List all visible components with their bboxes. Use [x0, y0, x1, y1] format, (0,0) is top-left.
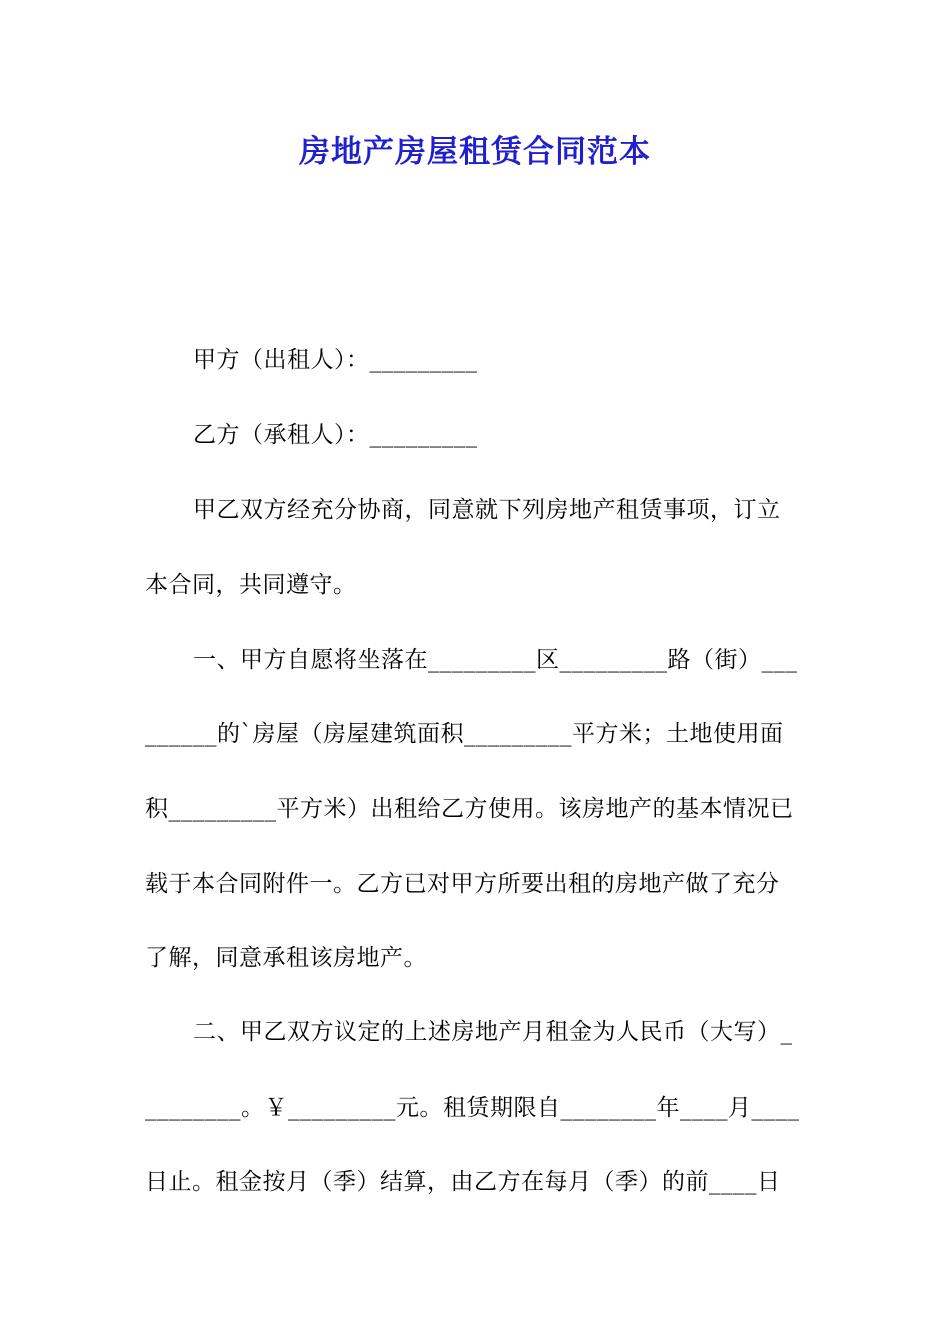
clause-1-line-2: ______的`房屋（房屋建筑面积_________平方米；土地使用面: [145, 721, 784, 747]
clause-1-line-5: 了解，同意承租该房地产。: [145, 945, 427, 971]
clause-1-line-3: 积_________平方米）出租给乙方使用。该房地产的基本情况已: [145, 796, 794, 822]
clause-2-line-2: ________。￥_________元。租赁期限自________年____月____: [145, 1095, 800, 1121]
clause-1-line-4: 载于本合同附件一。乙方已对甲方所要出租的房地产做了充分: [145, 871, 780, 897]
party-b-line: 乙方（承租人）：_________: [193, 422, 478, 448]
intro-line-1: 甲乙双方经充分协商，同意就下列房地产租赁事项，订立: [193, 497, 781, 523]
clause-2-line-1: 二、甲乙双方议定的上述房地产月租金为人民币（大写）_: [193, 1019, 793, 1045]
document-title: 房地产房屋租赁合同范本: [299, 134, 651, 170]
intro-line-2: 本合同，共同遵守。: [145, 572, 357, 598]
clause-2-line-3: 日止。租金按月（季）结算，由乙方在每月（季）的前____日: [145, 1169, 781, 1195]
clause-1-line-1: 一、甲方自愿将坐落在_________区_________路（街）___: [193, 647, 798, 673]
party-a-line: 甲方（出租人）：_________: [193, 347, 478, 373]
